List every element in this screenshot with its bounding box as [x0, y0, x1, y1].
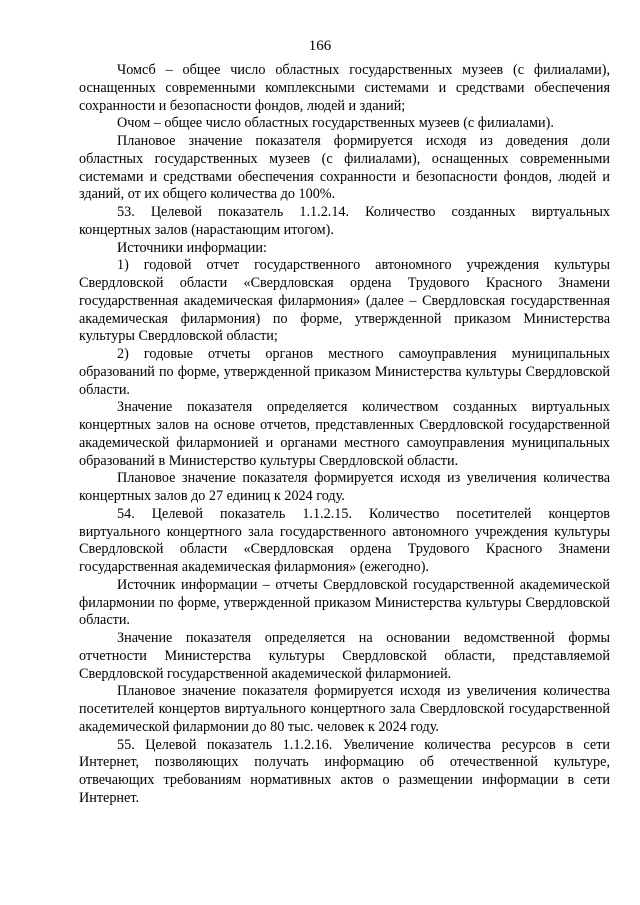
paragraph-source-54: Источник информации – отчеты Свердловской государственной академической филармонии по форме, утвержденной приказом Министерства культуры Свердловской области. [79, 576, 610, 629]
paragraph-source-1: 1) годовой отчет государственного автономного учреждения культуры Свердловской области «Свердловская ордена Трудового Красного Знамени государственная академическая филармония» (далее – Свердловская государственная академическая филармония) по форме, утвержденной приказом Министерства культуры Свердловской области; [79, 257, 610, 345]
paragraph-planned-value-53: Плановое значение показателя формируется исходя из увеличения количества концертных залов до 27 единиц к 2024 году. [79, 470, 610, 504]
paragraph-chomsb-definition: Чомсб – общее число областных государственных музеев (с филиалами), оснащенных современными комплексными системами и средствами обеспечения сохранности и безопасности фондов, людей и зданий; [79, 62, 610, 114]
paragraph-planned-value-museums: Плановое значение показателя формируется исходя из доведения доли областных государственных музеев (с филиалами), оснащенных современными системами и средствами обеспечения сохранности и безопасности фондов, людей и зданий, от их общего количества до 100%. [79, 133, 610, 203]
paragraph-source-2: 2) годовые отчеты органов местного самоуправления муниципальных образований по форме, утвержденной приказом Министерства культуры Свердловской области. [79, 346, 610, 398]
page-number: 166 [308, 38, 332, 54]
paragraph-sources-heading: Источники информации: [117, 239, 267, 256]
paragraph-ochom-definition: Очом – общее число областных государственных музеев (с филиалами). [117, 115, 554, 132]
document-body [79, 62, 610, 808]
paragraph-indicator-53: 53. Целевой показатель 1.1.2.14. Количество созданных виртуальных концертных залов (нарастающим итогом). [79, 204, 610, 238]
paragraph-indicator-55: 55. Целевой показатель 1.1.2.16. Увеличение количества ресурсов в сети Интернет, позволяющих получать информацию об отечественной культуре, отвечающих требованиям нормативных актов о размещении информации в сети Интернет. [79, 736, 610, 806]
paragraph-value-definition-54: Значение показателя определяется на основании ведомственной формы отчетности Министерства культуры Свердловской области, представляемой Свердловской государственной академической филармонией. [79, 630, 610, 682]
paragraph-indicator-54: 54. Целевой показатель 1.1.2.15. Количество посетителей концертов виртуального концертного зала государственного автономного учреждения культуры Свердловской области «Свердловская ордена Трудового Красного Знамени государственная академическая филармония» (ежегодно). [79, 505, 610, 575]
paragraph-planned-value-54: Плановое значение показателя формируется исходя из увеличения количества посетителей концертов виртуального концертного зала Свердловской государственной академической филармонии до 80 тыс. человек к 2024 году. [79, 683, 610, 735]
paragraph-value-definition-53: Значение показателя определяется количеством созданных виртуальных концертных залов на основе отчетов, представленных Свердловской государственной академической филармонией и органами местного самоуправления муниципальных образований в Министерство культуры Свердловской области. [79, 399, 610, 469]
